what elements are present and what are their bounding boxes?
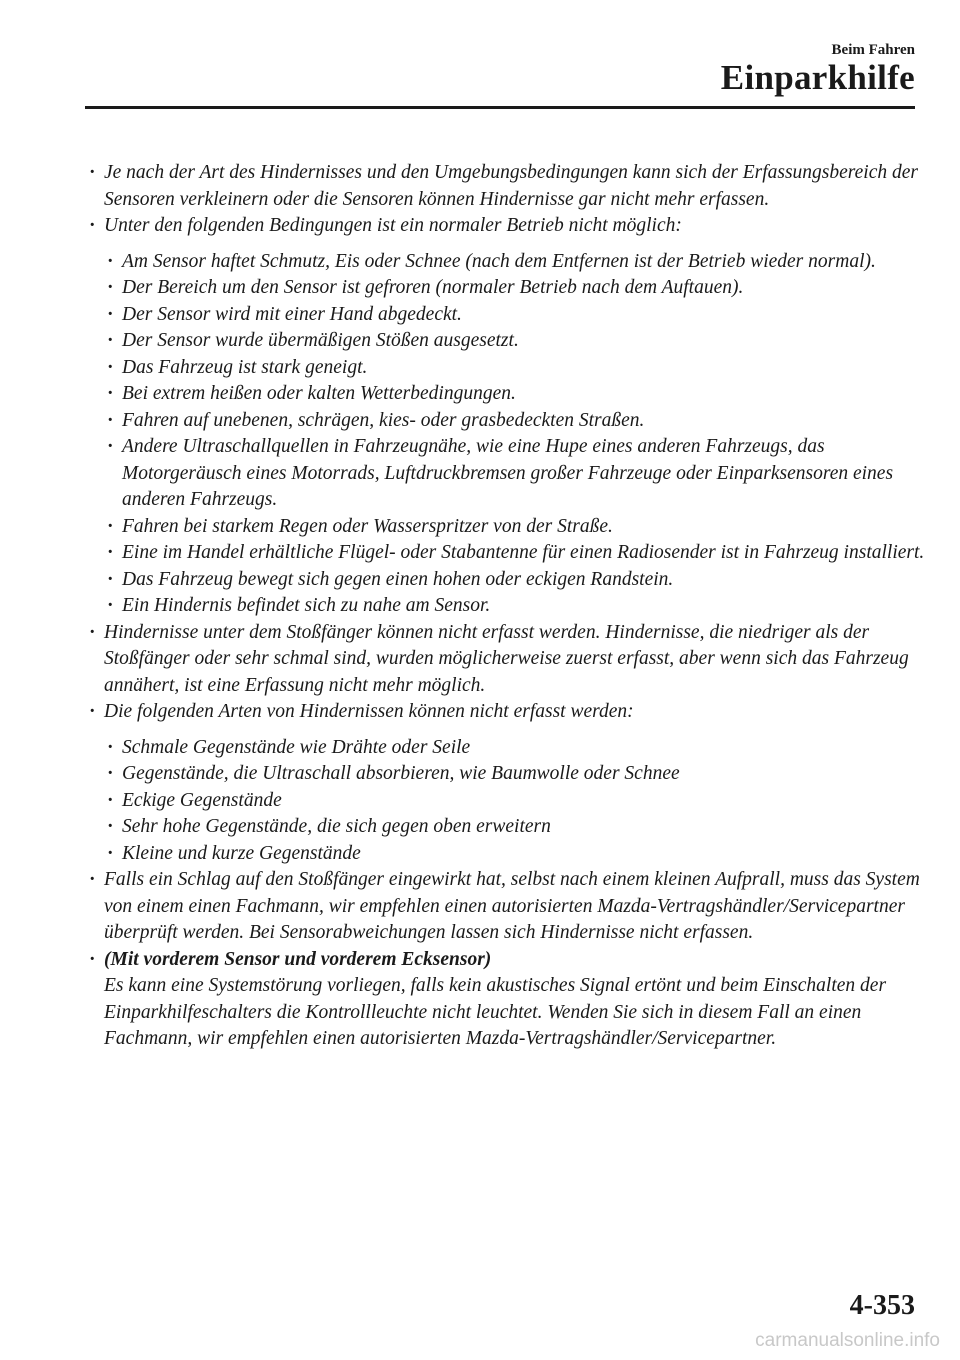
sublist-item: · Fahren auf unebenen, schrägen, kies- oder grasbedeckten Straßen. <box>105 408 927 435</box>
conditions-sublist <box>87 249 927 620</box>
sublist-item: · Am Sensor haftet Schmutz, Eis oder Schnee (nach dem Entfernen ist der Betrieb wieder normal). <box>105 249 927 276</box>
sublist-item: · Ein Hindernis befindet sich zu nahe am Sensor. <box>105 593 927 620</box>
list-item <box>87 947 927 1053</box>
sublist-item: · Sehr hohe Gegenstände, die sich gegen oben erweitern <box>105 814 927 841</box>
list-item: · Falls ein Schlag auf den Stoßfänger eingewirkt hat, selbst nach einem kleinen Aufprall, muss das System von einem einen Fachmann, wir empfehlen einen autorisierten Mazda-Vertragshändler/Servicepartner überprüft werden. Bei Sensorabweichungen lassen sich Hindernisse nicht erfassen. <box>87 867 927 947</box>
sublist-item: · Das Fahrzeug ist stark geneigt. <box>105 355 927 382</box>
sublist-item: · Kleine und kurze Gegenstände <box>105 841 927 868</box>
item-body: Es kann eine Systemstörung vorliegen, falls kein akustisches Signal ertönt und beim Einschalten der Einparkhilfeschalters die Kontrollleuchte nicht leuchtet. Wenden Sie sich in diesem Fall an einen Fachmann, wir empfehlen einen autorisierten Mazda-Vertragshändler/Servicepartner. <box>104 975 887 1049</box>
sublist-item: · Fahren bei starkem Regen oder Wasserspritzer von der Straße. <box>105 514 927 541</box>
sublist-item: · Andere Ultraschallquellen in Fahrzeugnähe, wie eine Hupe eines anderen Fahrzeugs, das Motorgeräusch eines Motorrads, Luftdruckbremsen großer Fahrzeuge oder Einparksensoren eines anderen Fahrzeugs. <box>105 434 927 514</box>
sublist-item: · Schmale Gegenstände wie Drähte oder Seile <box>105 735 927 762</box>
sublist-item: · Der Bereich um den Sensor ist gefroren (normaler Betrieb nach dem Auftauen). <box>105 275 927 302</box>
sublist-item: · Das Fahrzeug bewegt sich gegen einen hohen oder eckigen Randstein. <box>105 567 927 594</box>
sublist-item: · Der Sensor wird mit einer Hand abgedeckt. <box>105 302 927 329</box>
sublist-item: · Bei extrem heißen oder kalten Wetterbedingungen. <box>105 381 927 408</box>
page-content <box>87 160 927 1053</box>
page-title: Einparkhilfe <box>720 58 915 97</box>
header-divider <box>85 106 915 109</box>
list-item: · Je nach der Art des Hindernisses und den Umgebungsbedingungen kann sich der Erfassungsbereich der Sensoren verkleinern oder die Sensoren können Hindernisse gar nicht mehr erfassen. <box>87 160 927 213</box>
sublist-item: · Eckige Gegenstände <box>105 788 927 815</box>
list-item: · Hindernisse unter dem Stoßfänger können nicht erfasst werden. Hindernisse, die niedriger als der Stoßfänger oder sehr schmal sind, wurden möglicherweise zuerst erfasst, aber wenn sich das Fahrzeug annähert, ist eine Erfassung nicht mehr möglich. <box>87 620 927 700</box>
obstacles-sublist <box>87 735 927 868</box>
page-number: 4-353 <box>849 1290 915 1321</box>
sublist-item: · Gegenstände, die Ultraschall absorbieren, wie Baumwolle oder Schnee <box>105 761 927 788</box>
item-heading: · (Mit vorderem Sensor und vorderem Ecksensor) <box>104 948 492 970</box>
sublist-item: · Der Sensor wurde übermäßigen Stößen ausgesetzt. <box>105 328 927 355</box>
sublist-item: · Eine im Handel erhältliche Flügel- oder Stabantenne für einen Radiosender ist in Fahrzeug installiert. <box>105 540 927 567</box>
list-item: · Unter den folgenden Bedingungen ist ein normaler Betrieb nicht möglich: <box>87 213 927 240</box>
watermark: carmanualsonline.info <box>755 1330 940 1351</box>
section-label: Beim Fahren <box>831 42 915 58</box>
list-item: · Die folgenden Arten von Hindernissen können nicht erfasst werden: <box>87 699 927 726</box>
